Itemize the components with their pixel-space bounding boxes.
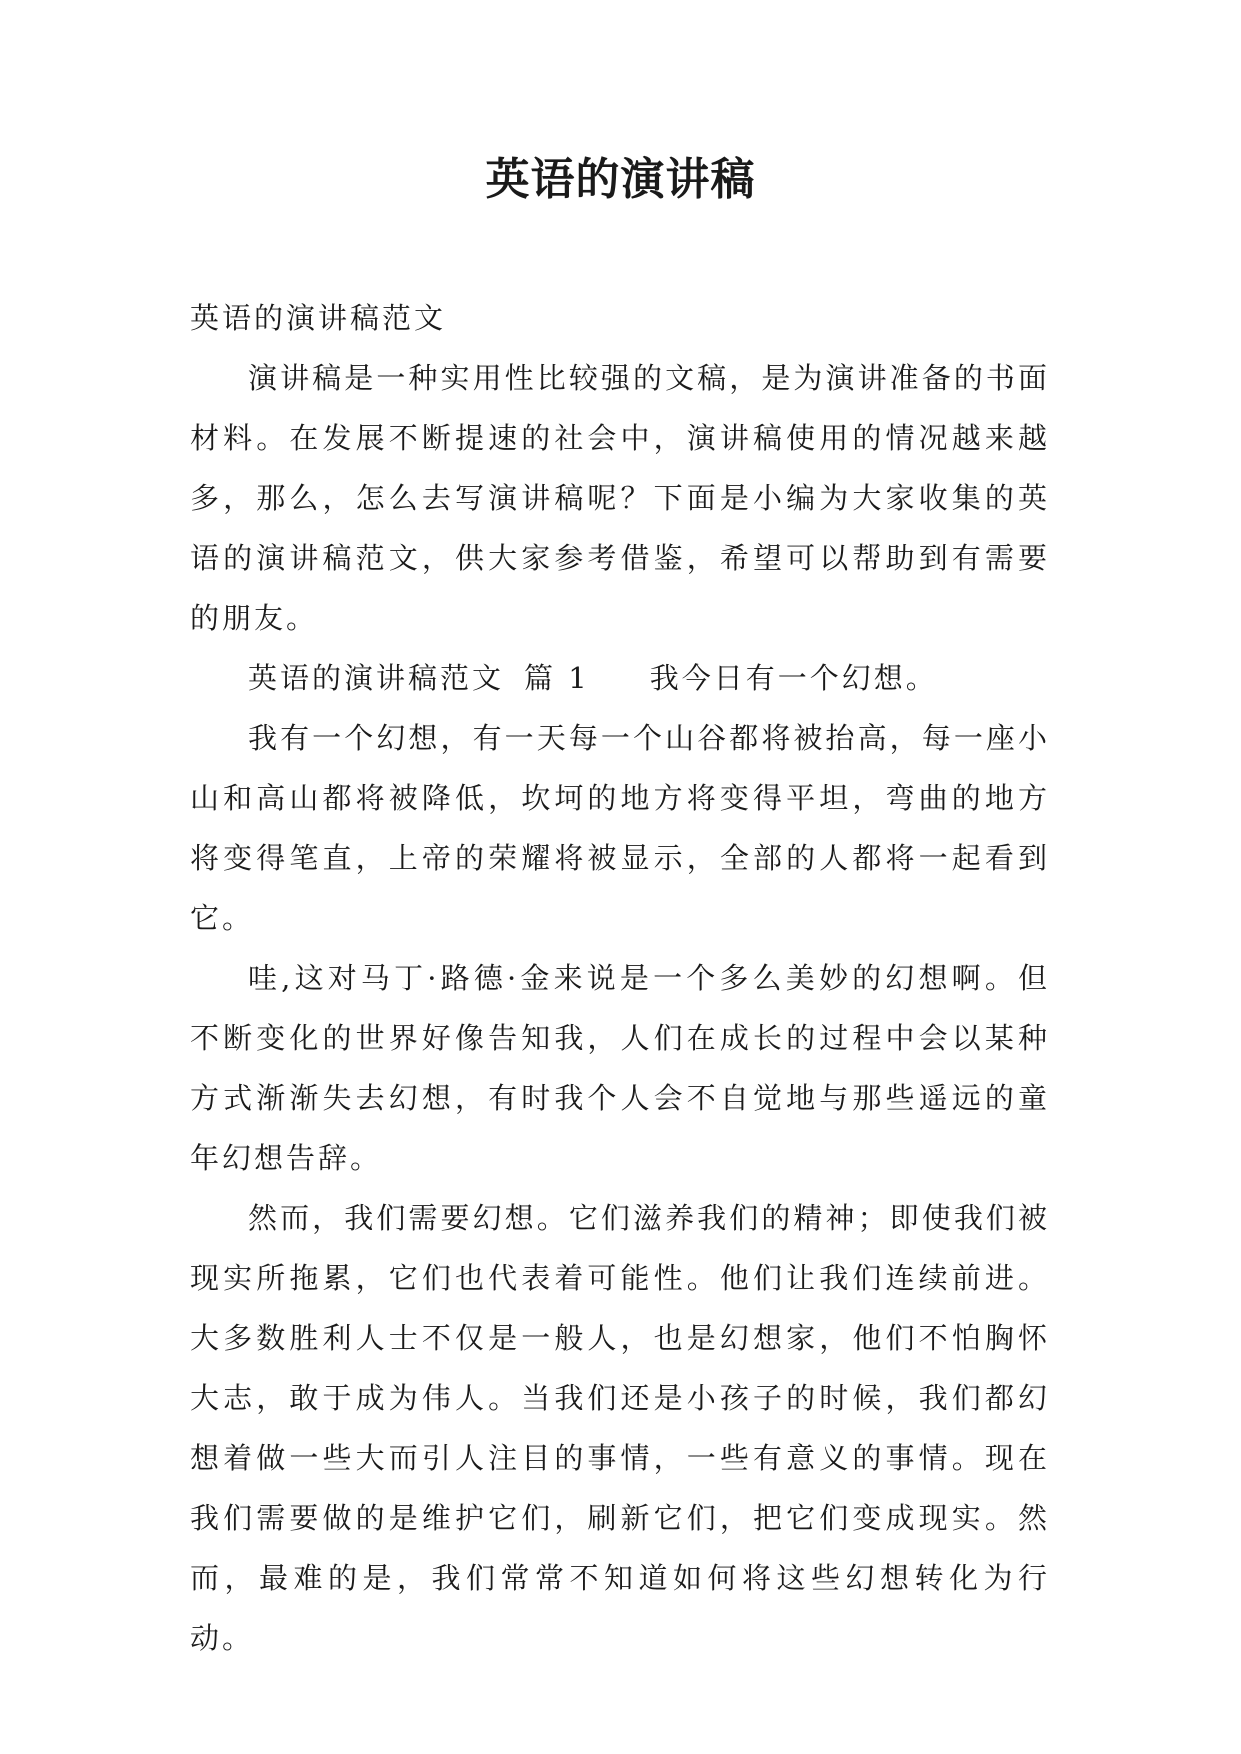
paragraph-dream: 我有一个幻想，有一天每一个山谷都将被抬高，每一座小山和高山都将被降低，坎坷的地方将变得平坦，弯曲的地方将变得笔直，上帝的荣耀将被显示，全部的人都将一起看到它。 bbox=[190, 721, 1050, 935]
paragraph-intro: 演讲稿是一种实用性比较强的文稿，是为演讲准备的书面材料。在发展不断提速的社会中，演讲稿使用的情况越来越多，那么，怎么去写演讲稿呢？下面是小编为大家收集的英语的演讲稿范文，供大家参考借鉴，希望可以帮助到有需要的朋友。 bbox=[190, 361, 1050, 635]
section-heading-line bbox=[190, 648, 1050, 708]
document-body bbox=[190, 288, 1050, 1668]
section-heading: 英语的演讲稿范文 bbox=[248, 661, 505, 695]
section-first-line: 我今日有一个幻想。 bbox=[649, 661, 938, 695]
document-title: 英语的演讲稿 bbox=[485, 154, 756, 205]
section-label: 篇 1 bbox=[524, 661, 590, 695]
paragraph-mlk: 哇,这对马丁·路德·金来说是一个多么美妙的幻想啊。但不断变化的世界好像告知我，人们在成长的过程中会以某种方式渐渐失去幻想，有时我个人会不自觉地与那些遥远的童年幻想告辞。 bbox=[190, 961, 1050, 1175]
paragraph-need-dreams: 然而，我们需要幻想。它们滋养我们的精神；即使我们被现实所拖累，它们也代表着可能性。他们让我们连续前进。大多数胜利人士不仅是一般人，也是幻想家，他们不怕胸怀大志，敢于成为伟人。当我们还是小孩子的时候，我们都幻想着做一些大而引人注目的事情，一些有意义的事情。现在我们需要做的是维护它们，刷新它们，把它们变成现实。然而，最难的是，我们常常不知道如何将这些幻想转化为行动。 bbox=[190, 1201, 1050, 1655]
subtitle: 英语的演讲稿范文 bbox=[190, 301, 447, 335]
